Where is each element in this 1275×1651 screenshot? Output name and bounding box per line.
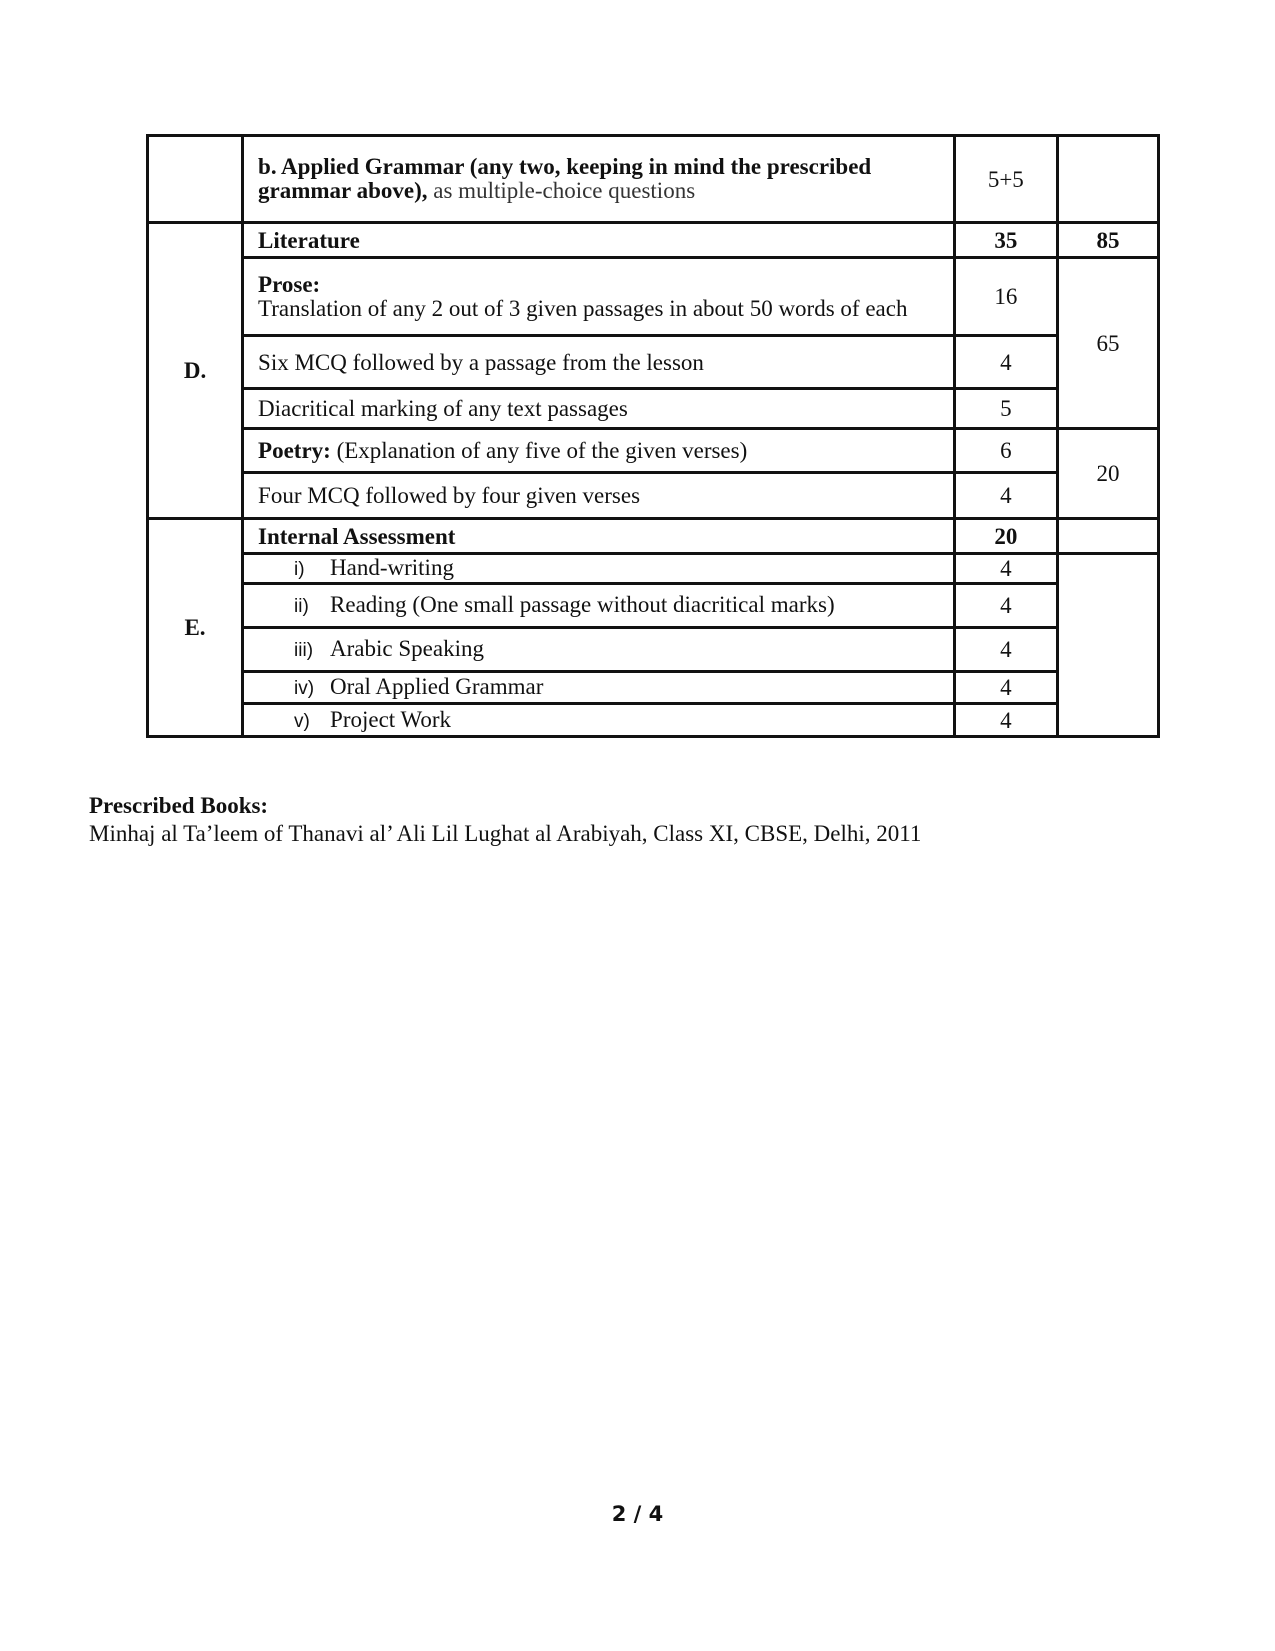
item-marks: 4 <box>954 704 1057 737</box>
item-marks: 4 <box>954 584 1057 628</box>
item-number: i) <box>294 559 305 580</box>
total-cell <box>1057 519 1158 554</box>
poetry-cell <box>243 429 955 473</box>
prescribed-books-text: Minhaj al Ta’leem of Thanavi al’ Ali Lil Lughat al Arabiyah, Class XI, CBSE, Delhi, 2011 <box>89 821 922 846</box>
table-row <box>148 429 1159 473</box>
table-row <box>148 628 1159 672</box>
poetry-marks: 6 <box>954 429 1057 473</box>
item-text: Hand-writing <box>330 555 454 580</box>
table-row <box>148 672 1159 704</box>
diacritical-marks: 5 <box>954 389 1057 429</box>
prose-total: 65 <box>1057 258 1158 429</box>
assessment-item <box>243 584 955 628</box>
verses-text: Four MCQ followed by four given verses <box>243 473 955 519</box>
item-marks: 4 <box>954 554 1057 584</box>
marks-table <box>146 134 1160 738</box>
item-marks: 4 <box>954 672 1057 704</box>
verses-marks: 4 <box>954 473 1057 519</box>
poetry-text: (Explanation of any five of the given verses) <box>330 438 748 463</box>
table-row <box>148 554 1159 584</box>
page-number: 2 / 4 <box>611 1502 664 1526</box>
diacritical-text: Diacritical marking of any text passages <box>243 389 955 429</box>
section-e-letter: E. <box>148 519 243 737</box>
mcq-marks: 4 <box>954 336 1057 389</box>
poetry-heading: Poetry: <box>258 438 331 463</box>
assessment-item <box>243 628 955 672</box>
item-text: Arabic Speaking <box>330 636 484 661</box>
mcq-text: Six MCQ followed by a passage from the lesson <box>243 336 955 389</box>
poetry-total: 20 <box>1057 429 1158 519</box>
section-cell <box>148 136 243 223</box>
table-row <box>148 519 1159 554</box>
prose-heading: Prose: <box>258 271 321 297</box>
item-number: iv) <box>294 678 315 699</box>
table-row <box>148 473 1159 519</box>
total-cell <box>1057 136 1158 223</box>
applied-grammar-cell <box>243 136 955 223</box>
section-d-letter: D. <box>148 223 243 519</box>
table-row <box>148 584 1159 628</box>
internal-assessment-title: Internal Assessment <box>243 519 955 554</box>
prose-text: Translation of any 2 out of 3 given passages in about 50 words of each <box>258 295 908 321</box>
item-marks: 4 <box>954 628 1057 672</box>
internal-assessment-marks: 20 <box>954 519 1057 554</box>
literature-title: Literature <box>243 223 955 258</box>
prose-cell <box>243 258 955 336</box>
prescribed-books <box>89 792 921 848</box>
table-row <box>148 704 1159 737</box>
assessment-item <box>243 554 955 584</box>
table-row <box>148 136 1159 223</box>
total-cell <box>1057 554 1158 737</box>
assessment-item <box>243 704 955 737</box>
table-row <box>148 336 1159 389</box>
literature-total: 85 <box>1057 223 1158 258</box>
table-row <box>148 258 1159 336</box>
applied-grammar-label: b. Applied Grammar (any two, keeping in mind the prescribed grammar above), <box>258 154 872 203</box>
assessment-item <box>243 672 955 704</box>
prescribed-books-heading: Prescribed Books: <box>89 793 269 818</box>
item-number: iii) <box>294 640 314 661</box>
literature-marks: 35 <box>954 223 1057 258</box>
item-text: Reading (One small passage without diacritical marks) <box>330 592 835 617</box>
item-number: v) <box>294 710 310 732</box>
applied-grammar-marks: 5+5 <box>954 136 1057 223</box>
table-row <box>148 223 1159 258</box>
item-text: Oral Applied Grammar <box>330 674 544 699</box>
prose-marks: 16 <box>954 258 1057 336</box>
item-number: ii) <box>294 596 309 617</box>
table-row <box>148 389 1159 429</box>
applied-grammar-note: as multiple-choice questions <box>427 178 696 203</box>
item-text: Project Work <box>330 706 452 732</box>
